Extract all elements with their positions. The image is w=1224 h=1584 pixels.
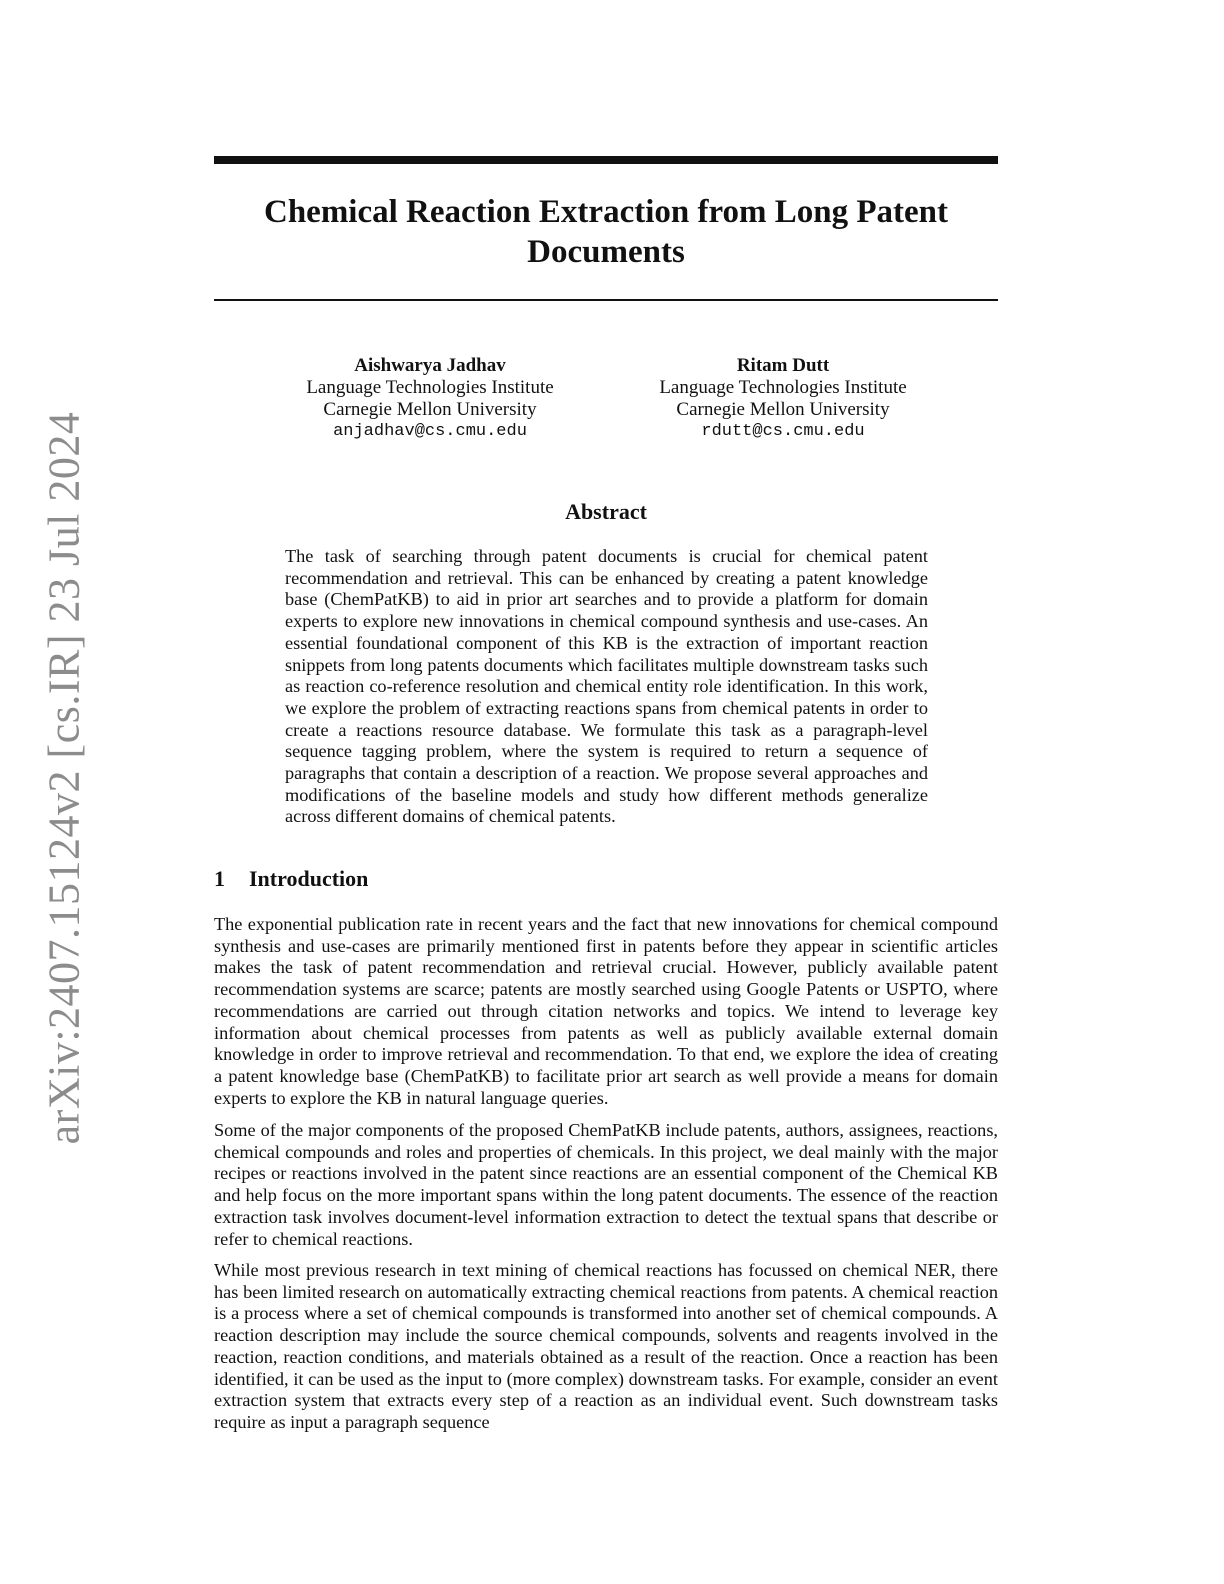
- arxiv-identifier-stamp: arXiv:2407.15124v2 [cs.IR] 23 Jul 2024: [39, 411, 89, 1145]
- author-block-2: [623, 355, 943, 443]
- paper-title: Chemical Reaction Extraction from Long Patent Documents: [263, 194, 949, 270]
- intro-paragraph-2: Some of the major components of the proposed ChemPatKB include patents, authors, assignees, reactions, chemical compounds and roles and properties of chemicals. In this project, we deal mainly with the major recipes or reactions involved in the patent since reactions are an essential component of the Chemical KB and help focus on the more important spans within the long patent documents. The essence of the reaction extraction task involves document-level information extraction to detect the textual spans that describe or refer to chemical reactions.: [214, 1120, 998, 1249]
- author-name: Aishwarya Jadhav: [354, 355, 506, 376]
- title-top-rule: [214, 156, 998, 164]
- abstract-heading: Abstract: [565, 499, 647, 524]
- author-email: rdutt@cs.cmu.edu: [701, 422, 865, 441]
- author-email: anjadhav@cs.cmu.edu: [333, 422, 527, 441]
- section-number: 1: [214, 866, 225, 891]
- intro-paragraph-3: While most previous research in text mining of chemical reactions has focussed on chemical NER, there has been limited research on automatically extracting chemical reactions from patents. A chemical reaction is a process where a set of chemical compounds is transformed into another set of chemical compounds. A reaction description may include the source chemical compounds, solvents and reagents involved in the reaction, reaction conditions, and materials obtained as a result of the reaction. Once a reaction has been identified, it can be used as the input to (more complex) downstream tasks. For example, consider an event extraction system that extracts every step of a reaction as an individual event. Such downstream tasks require as input a paragraph sequence: [214, 1260, 998, 1432]
- author-block-1: [270, 355, 590, 443]
- section-heading: [214, 866, 368, 892]
- author-institution: Carnegie Mellon University: [676, 399, 890, 420]
- author-institution: Carnegie Mellon University: [323, 399, 537, 420]
- author-affiliation: Language Technologies Institute: [306, 377, 554, 398]
- section-title: Introduction: [249, 866, 369, 891]
- author-affiliation: Language Technologies Institute: [659, 377, 907, 398]
- author-name: Ritam Dutt: [736, 355, 830, 376]
- title-bottom-rule: [214, 299, 998, 301]
- intro-paragraph-1: The exponential publication rate in recent years and the fact that new innovations for chemical compound synthesis and use-cases are primarily mentioned first in patents before they appear in scientific articles makes the task of patent recommendation and retrieval crucial. However, publicly available patent recommendation systems are scarce; patents are mostly searched using Google Patents or USPTO, where recommendations are carried out through citation networks and topics. We intend to leverage key information about chemical processes from patents as well as publicly available external domain knowledge in order to improve retrieval and recommendation. To that end, we explore the idea of creating a patent knowledge base (ChemPatKB) to facilitate prior art search as well provide a means for domain experts to explore the KB in natural language queries.: [214, 914, 998, 1108]
- abstract-text: The task of searching through patent documents is crucial for chemical patent recommendation and retrieval. This can be enhanced by creating a patent knowledge base (ChemPatKB) to aid in prior art searches and to provide a platform for domain experts to explore new innovations in chemical compound synthesis and use-cases. An essential foundational component of this KB is the extraction of important reaction snippets from long patents documents which facilitates multiple downstream tasks such as reaction co-reference resolution and chemical entity role identification. In this work, we explore the problem of extracting reactions spans from chemical patents in order to create a reactions resource database. We formulate this task as a paragraph-level sequence tagging problem, where the system is required to return a sequence of paragraphs that contain a description of a reaction. We propose several approaches and modifications of the baseline models and study how different methods generalize across different domains of chemical patents.: [285, 546, 928, 827]
